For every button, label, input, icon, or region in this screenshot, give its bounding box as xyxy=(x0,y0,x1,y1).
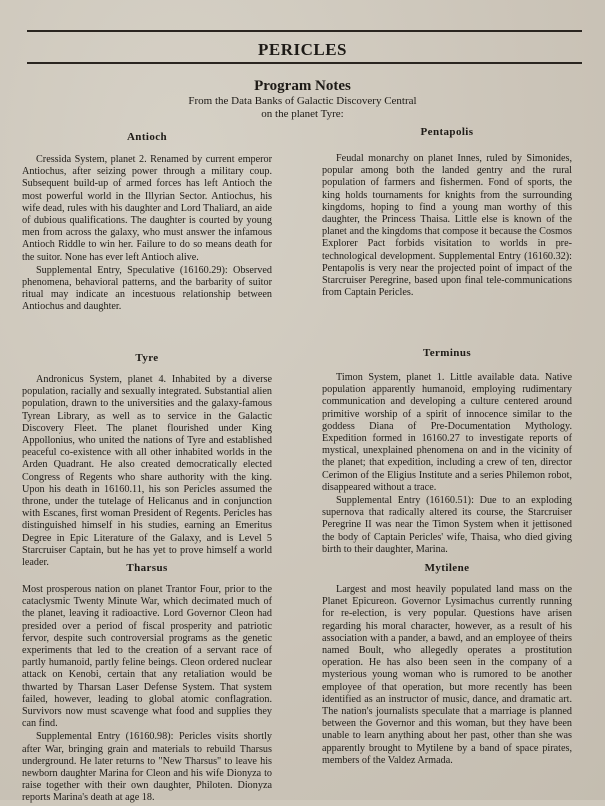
mytilene-section xyxy=(322,584,572,768)
antioch-heading: Antioch xyxy=(126,131,168,143)
subtitle-line-2: on the planet Tyre: xyxy=(261,108,344,120)
tharsus-section xyxy=(22,584,272,806)
terminus-paragraph-2: Supplemental Entry (16160.51): Due to an exploding supernova that radically altered its course, the Starcruiser Peregrine II was near the Timon System when it jettisoned the body of Captain Pericles' wife, Thaisa, who died giving birth to their daughter, Marina. xyxy=(322,495,572,555)
subtitle-line-1: From the Data Banks of Galactic Discovery Central xyxy=(188,95,417,107)
terminus-section xyxy=(322,372,572,557)
tyre-paragraph-1: Andronicus System, planet 4. Inhabited by a diverse population, racially and sexually integrated. Substantial alien population, drawn to the universities and the galaxy-famous Tyrean Library, as well as to service in the Galactic Discovery Fleet. The planet flourished under King Appollonius, who united the nations of Tyre and established peaceful co-existence with all other inhabited worlds in the Arden Quadrant. He also created democratically elected Congress of Regents who share authority with the king. Upon his death in 16160.11, his son Pericles assumed the throne, under the tutelage of Helicanus and in conjunction with Escanes, first woman President of Regents. Pericles has distinguished himself in his studies, earning an Emeritus Degree in Epic Literature of the Galaxy, and is Level 5 Starcruiser Captain, but he has yet to prove himself a world leader. xyxy=(22,374,272,569)
page-title: PERICLES xyxy=(257,40,348,59)
pentapolis-paragraph-1: Feudal monarchy on planet Innes, ruled by Simonides, popular among both the landed gentry and the rural population of farmers and fishermen. Fond of sports, the king holds tournaments for knights from the surrounding kingdoms, hoping to find a young man worthy of this daughter, the Princess Thaisa. Little else is known of the planet and the kingdoms that compose it because the Cosmos Explorer Pact forbids visitation to worlds in pre-technological development. Supplemental Entry (16160.32): Pentapolis is very near the projected point of impact of the Starcruiser Peregrine, based upon final tele-communications from Captain Pericles. xyxy=(322,153,572,299)
subtitle xyxy=(160,95,445,121)
terminus-paragraph-1: Timon System, planet 1. Little available data. Native population apparently humanoid, employing rudimentary communication and developing a culture centered around primitive worship of a spirit of innocence similar to the goddess Diana of Pre-Documentation Mythology. Expedition formed in 16160.27 to investigate reports of mystical, unexplained phenomena on and in the vicinity of the planet; that expedition, including a crew of ten, director Cerimon of the Eligius Institute and a series Philemon robot, disappeared without a trace. xyxy=(322,372,572,493)
title-rule xyxy=(27,62,582,64)
tharsus-paragraph-1: Most prosperous nation on planet Trantor Four, prior to the cataclysmic Twenty Minute War, which decimated much of the planet, leaving it radioactive. Lord Governor Cleon had presided over a period of fiscal prosperity and patriotic fervor, despite such controversial programs as the genetic experiments that led to the creation of a servant race of partly humanoid, partly feline beings. Cleon ordered nuclear attack on Kenobi, certain that any retaliation would be thwarted by Tharsan Laser Defense System. That system failed, however, leading to global atomic conflagration. Survivors now must scavenge what food and supplies they can find. xyxy=(22,584,272,730)
antioch-paragraph-2: Supplemental Entry, Speculative (16160.29): Observed phenomena, behavioral patterns, and the barbarity of suitor ritual may indicate an incestuous relationship between Antiochus and daughter. xyxy=(22,264,272,313)
mytilene-heading: Mytilene xyxy=(424,562,470,574)
tharsus-paragraph-2: Supplemental Entry (16160.98): Pericles visits shortly after War, bringing grain and materials to rebuild Tharsus underground. He later returns to "New Tharsus" to leave his newborn daughter Marina for Cleon and his wife Dionyza to raise together with their own daughter, Philoten. Dionyza reports Marina's death at age 18. xyxy=(22,731,272,804)
top-rule xyxy=(27,30,582,32)
tyre-section xyxy=(22,374,272,570)
pentapolis-section xyxy=(322,153,572,300)
antioch-paragraph-1: Cressida System, planet 2. Renamed by current emperor Antiochus, after seizing power through a military coup. Subsequent build-up of armed forces has left Antioch the most powerful world in the Illyrian Sector. Antiochus, his wife dead, rules with his daughter and Lord Thaliard, an aide of dubious qualifications. The daughter is courted by young men from across the galaxy, who must answer the infamous Antioch Riddle to win her. Failure to do so means death for the suitor. None has ever left Antioch alive. xyxy=(22,154,272,263)
antioch-section xyxy=(22,154,272,315)
program-notes-title: Program Notes xyxy=(254,78,351,94)
tyre-heading: Tyre xyxy=(135,352,159,364)
pentapolis-heading: Pentapolis xyxy=(420,126,474,138)
terminus-heading: Terminus xyxy=(422,347,472,359)
mytilene-paragraph-1: Largest and most heavily populated land mass on the Planet Epicureon. Governor Lysimachus currently running for re-election, is very popular. Questions have arisen regarding his moral character, however, as a result of his association with a pander, a bawd, and an employee of theirs named Boult, who allegedly operates a prostitution operation. He has also been seen in the company of a mysterious young woman who is rumored to be another employee of that operation, but more recently has been identified as an instructor of music, dance, and dramatic art. The nation's journalists speculate that a marriage is planned between the Governor and this woman, but they have been unable to learn anything about her past, other than she was apparently brought to Mytilene by a band of space pirates, members of the Valdez Armada. xyxy=(322,584,572,766)
tharsus-heading: Tharsus xyxy=(126,562,168,574)
